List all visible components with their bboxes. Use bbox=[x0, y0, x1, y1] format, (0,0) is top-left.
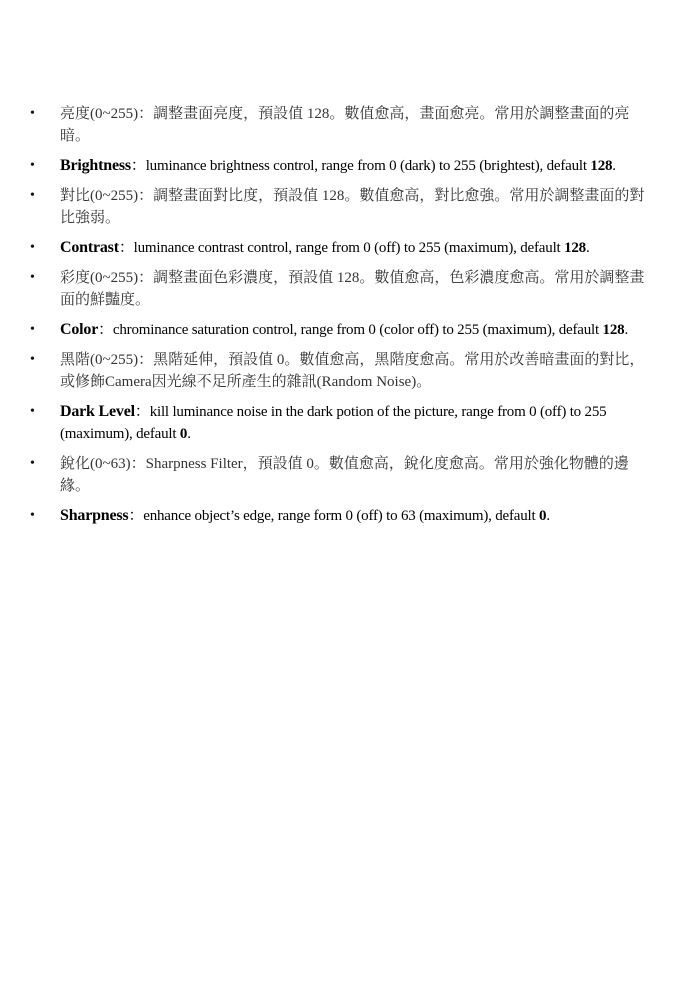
bullet-icon: • bbox=[30, 270, 35, 285]
list-item-brightness-zh bbox=[30, 103, 655, 147]
sharpness-description-zh: 銳化(0~63)：Sharpness Filter，預設值 0。數值愈高，銳化度愈高。常用於強化物體的邊緣。 bbox=[60, 456, 629, 494]
brightness-default-value: 128 bbox=[590, 158, 613, 174]
bullet-icon: • bbox=[30, 106, 35, 121]
list-item-brightness-en bbox=[30, 155, 655, 177]
list-item-color-zh bbox=[30, 267, 655, 311]
bullet-icon: • bbox=[30, 508, 35, 523]
bullet-icon: • bbox=[30, 456, 35, 471]
list-item-dark-level-en bbox=[30, 401, 655, 445]
bullet-icon: • bbox=[30, 352, 35, 367]
dark-level-term: Dark Level bbox=[60, 403, 135, 420]
list-item-sharpness-en bbox=[30, 505, 655, 527]
color-default-value: 128 bbox=[602, 322, 625, 338]
brightness-description-en bbox=[60, 158, 616, 174]
bullet-icon: • bbox=[30, 322, 35, 337]
color-term: Color bbox=[60, 321, 99, 338]
color-end: . bbox=[624, 322, 629, 338]
bullet-icon: • bbox=[30, 240, 35, 255]
sharpness-default-value: 0 bbox=[539, 508, 547, 524]
contrast-end: . bbox=[585, 240, 590, 256]
bullet-icon: • bbox=[30, 188, 35, 203]
list-item-contrast-zh bbox=[30, 185, 655, 229]
dark-level-description-zh: 黑階(0~255)：黑階延伸，預設值 0。數值愈高，黑階度愈高。常用於改善暗畫面的對比，或修飾Camera因光線不足所產生的雜訊(Random Noise)。 bbox=[60, 352, 645, 390]
brightness-term: Brightness bbox=[60, 157, 131, 174]
settings-description-list bbox=[30, 103, 655, 535]
dark-level-text: ：kill luminance noise in the dark potion of the picture, range from 0 (off) to 255 (maximum), default bbox=[60, 404, 607, 442]
sharpness-term: Sharpness bbox=[60, 507, 129, 524]
brightness-text: ：luminance brightness control, range from 0 (dark) to 255 (brightest), default bbox=[130, 158, 591, 174]
brightness-description-zh: 亮度(0~255)：調整畫面亮度，預設值 128。數值愈高，畫面愈亮。常用於調整畫面的亮暗。 bbox=[60, 106, 630, 144]
list-item-color-en bbox=[30, 319, 655, 341]
dark-level-default-value: 0 bbox=[179, 426, 188, 442]
list-item-dark-level-zh bbox=[30, 349, 655, 393]
bullet-icon: • bbox=[30, 404, 35, 419]
list-item-sharpness-zh bbox=[30, 453, 655, 497]
contrast-text: ：luminance contrast control, range from 0 (off) to 255 (maximum), default bbox=[118, 240, 565, 256]
contrast-default-value: 128 bbox=[564, 240, 586, 256]
dark-level-description-en bbox=[60, 404, 606, 442]
sharpness-text: ：enhance object’s edge, range form 0 (off) to 63 (maximum), default bbox=[128, 508, 540, 524]
color-description-en bbox=[60, 322, 628, 338]
bullet-icon: • bbox=[30, 158, 35, 173]
list-item-contrast-en bbox=[30, 237, 655, 259]
sharpness-description-en bbox=[60, 508, 550, 524]
sharpness-end: . bbox=[546, 508, 550, 524]
contrast-term: Contrast bbox=[60, 239, 119, 256]
contrast-description-zh: 對比(0~255)：調整畫面對比度，預設值 128。數值愈高，對比愈強。常用於調整畫面的對比強弱。 bbox=[60, 188, 645, 226]
dark-level-end: . bbox=[187, 426, 191, 442]
color-description-zh: 彩度(0~255)：調整畫面色彩濃度，預設值 128。數值愈高，色彩濃度愈高。常用於調整畫面的鮮豔度。 bbox=[60, 270, 645, 308]
contrast-description-en bbox=[60, 240, 590, 256]
brightness-end: . bbox=[612, 158, 616, 174]
color-text: ：chrominance saturation control, range from 0 (color off) to 255 (maximum), default bbox=[98, 322, 603, 338]
